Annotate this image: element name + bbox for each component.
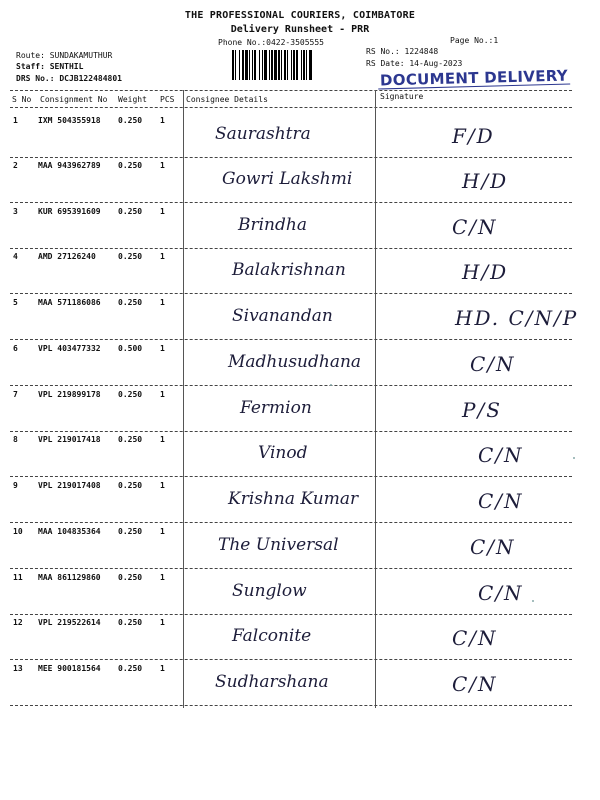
row-pcs: 1 bbox=[160, 252, 165, 261]
row-sno: 12 bbox=[13, 618, 23, 627]
barcode-bar bbox=[242, 50, 244, 80]
header-bottom-rule bbox=[10, 107, 572, 108]
barcode-bar bbox=[254, 50, 256, 80]
barcode-bar bbox=[301, 50, 302, 80]
rs-number: RS No.: 1224848 bbox=[366, 47, 439, 56]
row-signature-handwritten: C/N bbox=[452, 626, 498, 650]
row-weight: 0.250 bbox=[118, 207, 143, 216]
row-weight: 0.250 bbox=[118, 573, 143, 582]
row-sno: 2 bbox=[13, 161, 18, 170]
row-consignee-handwritten: Sivanandan bbox=[232, 306, 333, 326]
row-signature-handwritten: P/S bbox=[462, 398, 502, 422]
row-consignment-no: VPL 219522614 bbox=[38, 618, 101, 627]
row-signature-handwritten: C/N bbox=[452, 672, 498, 696]
row-signature-handwritten: C/N bbox=[478, 443, 524, 467]
row-sno: 9 bbox=[13, 481, 18, 490]
row-weight: 0.250 bbox=[118, 390, 143, 399]
row-weight: 0.500 bbox=[118, 344, 143, 353]
rs-date: RS Date: 14-Aug-2023 bbox=[366, 59, 463, 68]
row-separator bbox=[10, 659, 572, 660]
phone-number: Phone No.:0422-3505555 bbox=[218, 38, 324, 47]
row-signature-handwritten: C/N bbox=[470, 352, 516, 376]
row-pcs: 1 bbox=[160, 481, 165, 490]
row-sno: 5 bbox=[13, 298, 18, 307]
row-consignee-handwritten: Falconite bbox=[232, 626, 312, 646]
row-pcs: 1 bbox=[160, 344, 165, 353]
barcode-bar bbox=[245, 50, 248, 80]
consignee-column-divider bbox=[183, 90, 184, 708]
row-sno: 11 bbox=[13, 573, 23, 582]
row-sno: 7 bbox=[13, 390, 18, 399]
row-weight: 0.250 bbox=[118, 298, 143, 307]
barcode-bar bbox=[239, 50, 240, 80]
barcode-bar bbox=[291, 50, 292, 80]
barcode bbox=[232, 50, 360, 80]
drs-number: DRS No.: DCJB122484801 bbox=[16, 74, 122, 83]
barcode-bar bbox=[252, 50, 253, 80]
row-consignee-handwritten: Sunglow bbox=[232, 581, 307, 601]
barcode-bar bbox=[306, 50, 307, 80]
row-consignee-handwritten: Gowri Lakshmi bbox=[222, 169, 353, 189]
row-consignment-no: MAA 104835364 bbox=[38, 527, 101, 536]
row-consignment-no: KUR 695391609 bbox=[38, 207, 101, 216]
row-separator bbox=[10, 568, 572, 569]
row-consignment-no: MAA 861129860 bbox=[38, 573, 101, 582]
barcode-bar bbox=[235, 50, 236, 80]
row-separator bbox=[10, 339, 572, 340]
signature-column-divider bbox=[375, 90, 376, 708]
row-separator bbox=[10, 202, 572, 203]
row-signature-handwritten: C/N bbox=[478, 581, 524, 605]
row-weight: 0.250 bbox=[118, 481, 143, 490]
row-separator bbox=[10, 614, 572, 615]
barcode-bar bbox=[232, 50, 234, 80]
barcode-bar bbox=[271, 50, 273, 80]
row-consignee-handwritten: Sudharshana bbox=[215, 672, 329, 692]
barcode-bar bbox=[274, 50, 277, 80]
col-header-pcs: PCS bbox=[160, 95, 175, 104]
col-header-consignee: Consignee Details bbox=[186, 95, 268, 104]
row-pcs: 1 bbox=[160, 207, 165, 216]
route-label: Route: SUNDAKAMUTHUR bbox=[16, 51, 113, 60]
row-consignee-handwritten: Balakrishnan bbox=[232, 260, 346, 280]
row-consignment-no: VPL 403477332 bbox=[38, 344, 101, 353]
barcode-bar bbox=[296, 50, 298, 80]
document-delivery-stamp: DOCUMENT DELIVERY bbox=[379, 66, 569, 90]
page-number: Page No.:1 bbox=[450, 36, 499, 45]
row-weight: 0.250 bbox=[118, 252, 143, 261]
barcode-bar bbox=[293, 50, 295, 80]
row-pcs: 1 bbox=[160, 573, 165, 582]
row-signature-handwritten: F/D bbox=[452, 124, 495, 148]
barcode-bar bbox=[284, 50, 286, 80]
row-sno: 1 bbox=[13, 116, 18, 125]
row-signature-handwritten: HD. C/N/P bbox=[455, 306, 579, 330]
barcode-bar bbox=[309, 50, 312, 80]
row-consignee-handwritten: Vinod bbox=[258, 443, 308, 463]
row-sno: 3 bbox=[13, 207, 18, 216]
row-pcs: 1 bbox=[160, 664, 165, 673]
row-consignee-handwritten: Madhusudhana bbox=[228, 352, 362, 372]
row-consignee-handwritten: Brindha bbox=[238, 215, 307, 235]
row-sno: 13 bbox=[13, 664, 23, 673]
row-signature-handwritten: H/D bbox=[462, 169, 509, 193]
col-header-signature: Signature bbox=[380, 92, 424, 101]
row-pcs: 1 bbox=[160, 390, 165, 399]
row-consignee-handwritten: The Universal bbox=[218, 535, 339, 555]
row-signature-handwritten: C/N bbox=[478, 489, 524, 513]
barcode-bar bbox=[259, 50, 260, 80]
row-separator bbox=[10, 157, 572, 158]
col-header-sno: S No bbox=[12, 95, 32, 104]
row-separator bbox=[10, 476, 572, 477]
row-signature-handwritten: C/N bbox=[452, 215, 498, 239]
row-consignment-no: VPL 219899178 bbox=[38, 390, 101, 399]
row-signature-handwritten: H/D bbox=[462, 260, 509, 284]
row-sno: 8 bbox=[13, 435, 18, 444]
barcode-bar bbox=[281, 50, 282, 80]
barcode-bar bbox=[287, 50, 288, 80]
row-pcs: 1 bbox=[160, 435, 165, 444]
runsheet-subtitle: Delivery Runsheet - PRR bbox=[230, 24, 370, 35]
row-pcs: 1 bbox=[160, 298, 165, 307]
row-consignment-no: AMD 27126240 bbox=[38, 252, 96, 261]
scan-speck bbox=[573, 457, 575, 459]
scan-speck bbox=[532, 600, 534, 602]
row-consignee-handwritten: Saurashtra bbox=[215, 124, 311, 144]
row-separator bbox=[10, 385, 572, 386]
scan-speck bbox=[330, 384, 332, 386]
row-weight: 0.250 bbox=[118, 618, 143, 627]
row-separator bbox=[10, 522, 572, 523]
row-pcs: 1 bbox=[160, 116, 165, 125]
row-weight: 0.250 bbox=[118, 527, 143, 536]
row-consignment-no: VPL 219017418 bbox=[38, 435, 101, 444]
row-consignment-no: VPL 219017408 bbox=[38, 481, 101, 490]
barcode-bar bbox=[269, 50, 270, 80]
staff-label: Staff: SENTHIL bbox=[16, 62, 84, 71]
row-sno: 6 bbox=[13, 344, 18, 353]
row-pcs: 1 bbox=[160, 161, 165, 170]
row-consignment-no: MEE 900181564 bbox=[38, 664, 101, 673]
row-weight: 0.250 bbox=[118, 116, 143, 125]
barcode-bar bbox=[278, 50, 280, 80]
row-weight: 0.250 bbox=[118, 161, 143, 170]
row-consignment-no: MAA 571186086 bbox=[38, 298, 101, 307]
col-header-weight: Weight bbox=[118, 95, 147, 104]
row-consignee-handwritten: Fermion bbox=[240, 398, 312, 418]
row-weight: 0.250 bbox=[118, 664, 143, 673]
row-separator bbox=[10, 431, 572, 432]
barcode-bar bbox=[249, 50, 250, 80]
row-signature-handwritten: C/N bbox=[470, 535, 516, 559]
barcode-bar bbox=[264, 50, 267, 80]
company-title: THE PROFESSIONAL COURIERS, COIMBATORE bbox=[184, 10, 416, 21]
row-sno: 4 bbox=[13, 252, 18, 261]
row-consignment-no: MAA 943962789 bbox=[38, 161, 101, 170]
row-separator bbox=[10, 293, 572, 294]
row-consignee-handwritten: Krishna Kumar bbox=[228, 489, 359, 509]
barcode-bar bbox=[262, 50, 263, 80]
col-header-consignment: Consignment No bbox=[40, 95, 108, 104]
row-pcs: 1 bbox=[160, 618, 165, 627]
row-separator bbox=[10, 705, 572, 706]
barcode-bar bbox=[303, 50, 305, 80]
row-weight: 0.250 bbox=[118, 435, 143, 444]
row-consignment-no: IXM 504355918 bbox=[38, 116, 101, 125]
header-top-rule bbox=[10, 90, 572, 91]
row-separator bbox=[10, 248, 572, 249]
row-sno: 10 bbox=[13, 527, 23, 536]
row-pcs: 1 bbox=[160, 527, 165, 536]
